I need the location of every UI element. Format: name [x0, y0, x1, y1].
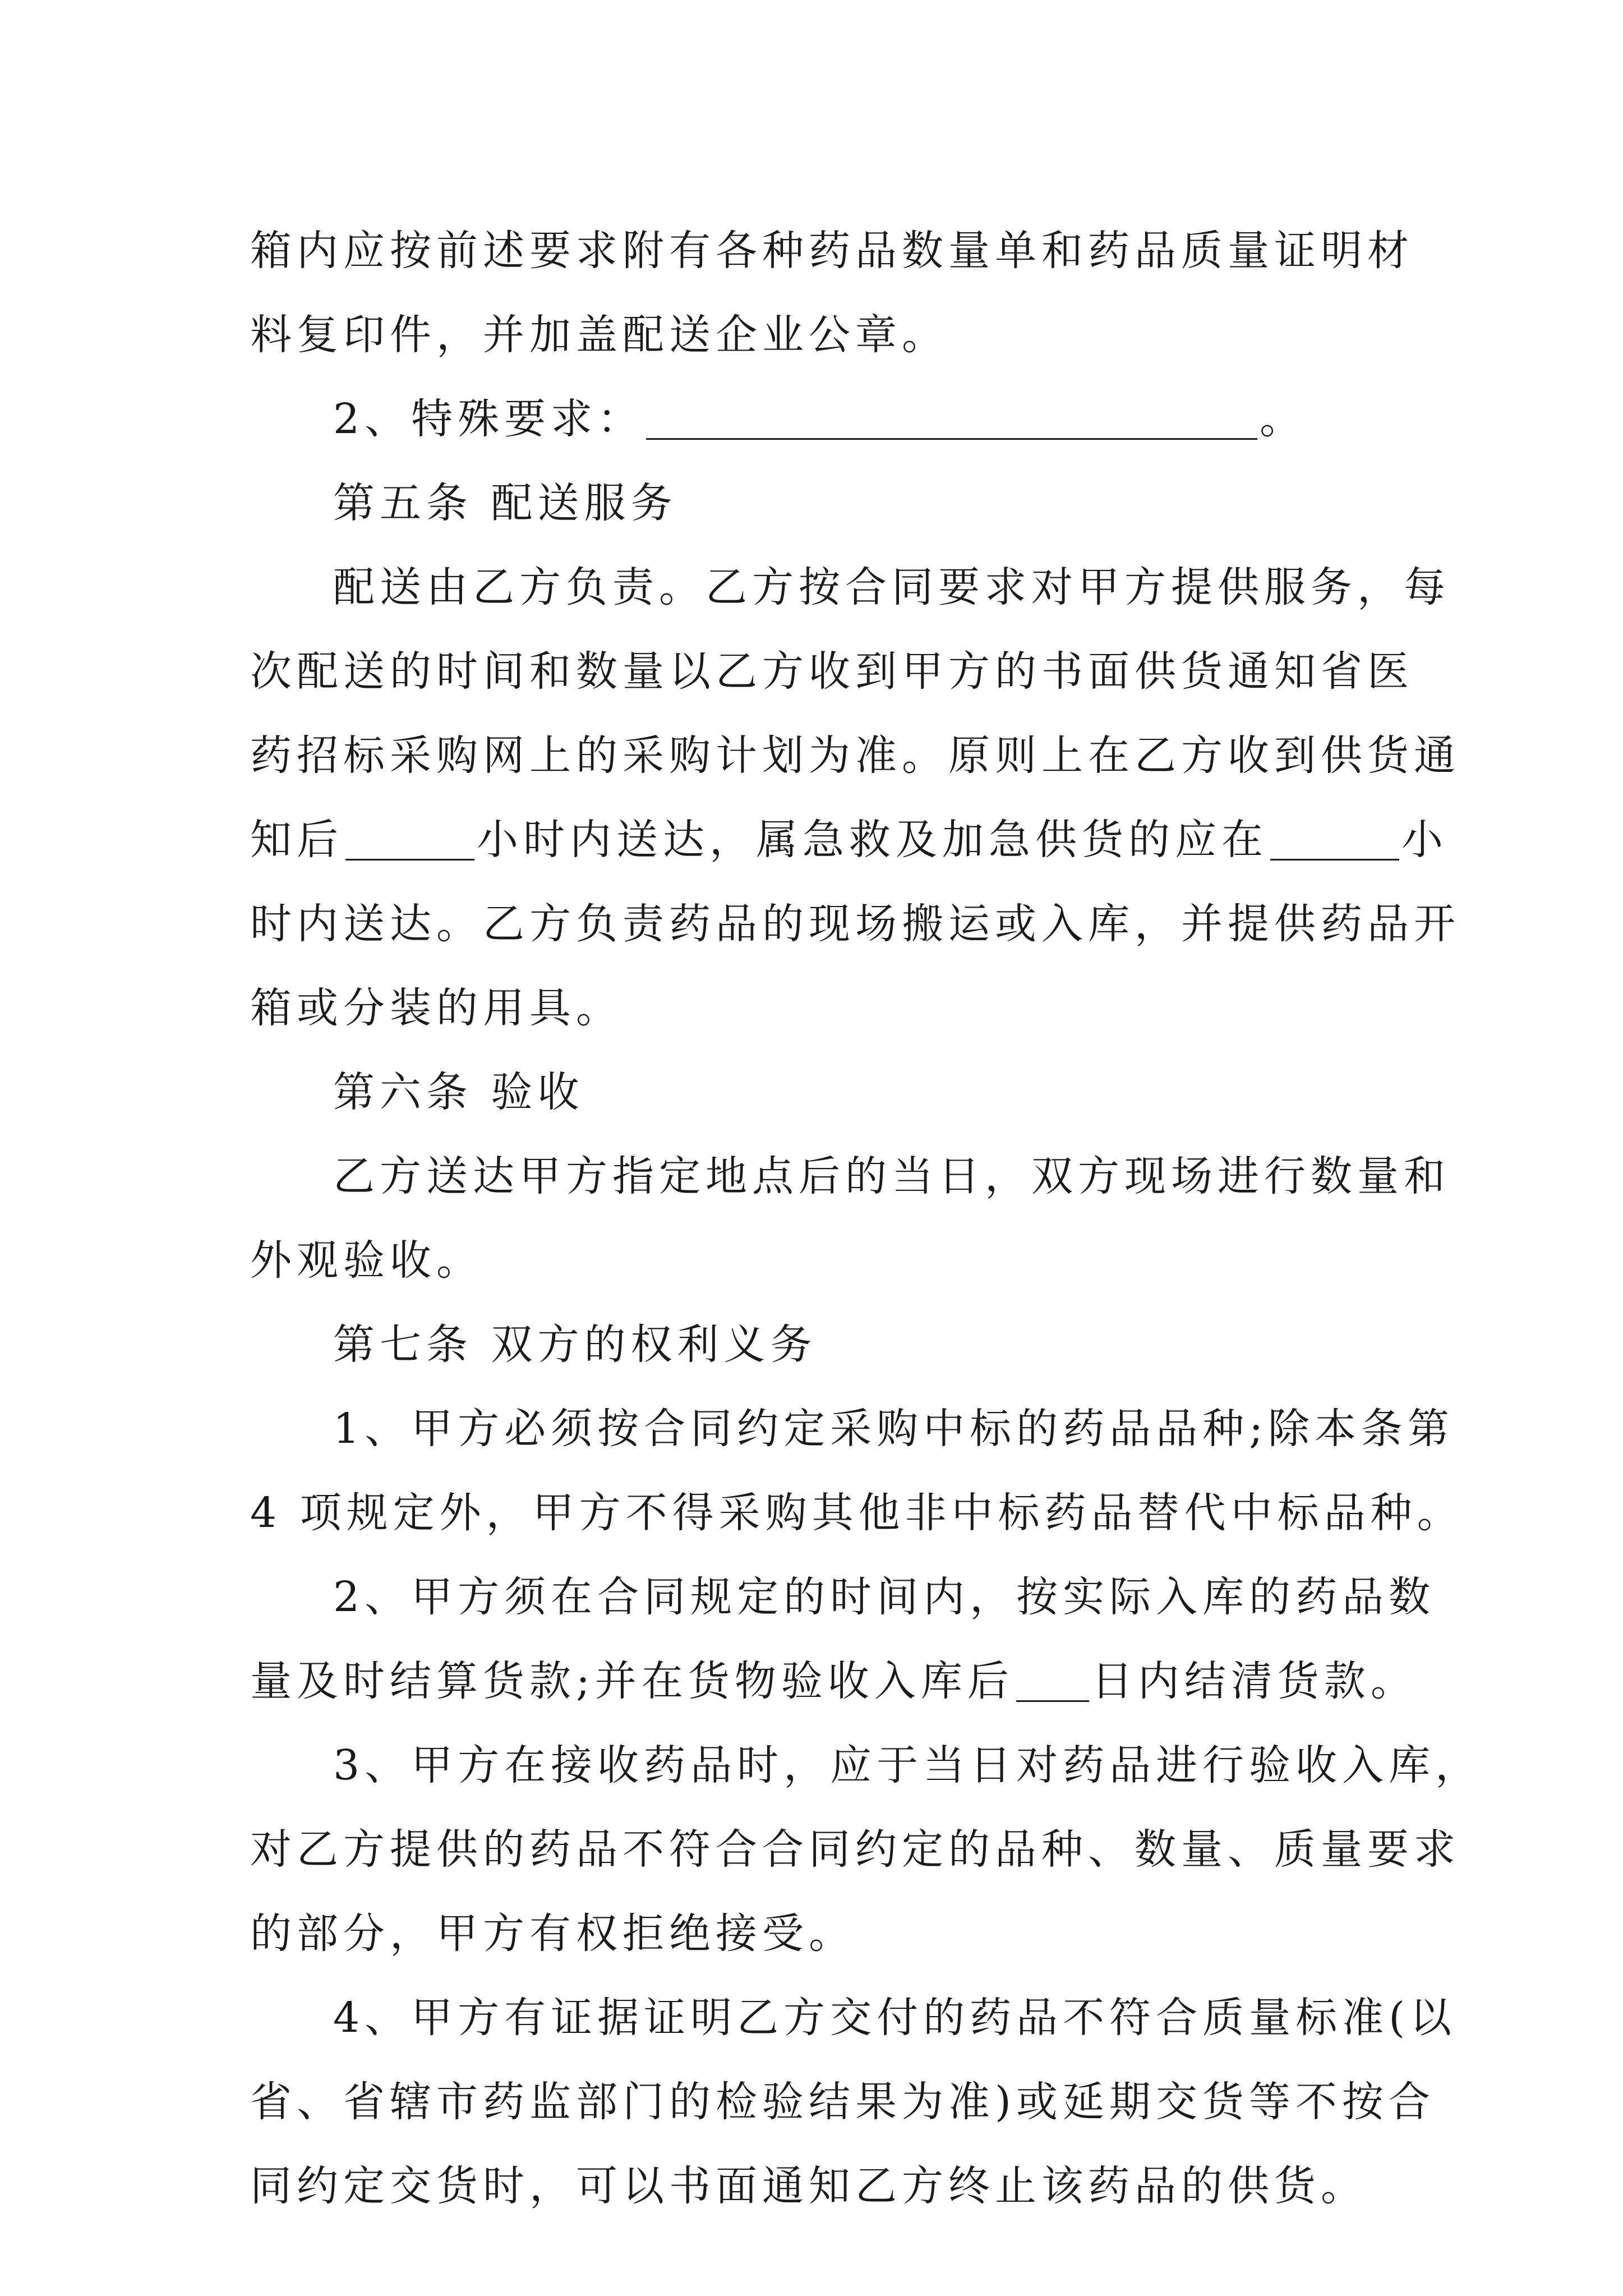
fill-in-blank: [1016, 1655, 1089, 1702]
text-fragment: 日内结清货款。: [1091, 1657, 1417, 1705]
text-line: [250, 798, 1448, 882]
text-line: 省、省辖市药监部门的检验结果为准)或延期交货等不按合: [250, 2078, 1435, 2126]
text-line: 外观验收。: [250, 1236, 483, 1285]
text-line: 乙方送达甲方指定地点后的当日，双方现场进行数量和: [333, 1152, 1450, 1200]
text-line: 时内送达。乙方负责药品的现场搬运或入库，并提供药品开: [250, 900, 1460, 948]
text-line: 4、甲方有证据证明乙方交付的药品不符合质量标准(以: [333, 1994, 1456, 2042]
text-line: [250, 377, 1383, 461]
section-heading: 第五条 配送服务: [333, 479, 677, 527]
text-line: 次配送的时间和数量以乙方收到甲方的书面供货通知省医: [250, 647, 1414, 696]
text-line: 3、甲方在接收药品时，应于当日对药品进行验收入库，: [333, 1741, 1482, 1789]
text-fragment: 小: [1401, 816, 1448, 864]
text-line: 2、甲方须在合同规定的时间内，按实际入库的药品数: [333, 1573, 1436, 1621]
fill-in-blank: [646, 393, 1257, 440]
text-line: 配送由乙方负责。乙方按合同要求对甲方提供服务，每: [333, 563, 1450, 611]
text-line: 1、甲方必须按合同约定采购中标的药品品种;除本条第: [333, 1405, 1455, 1453]
fill-in-blank: [1270, 814, 1399, 861]
text-line: 同约定交货时，可以书面通知乙方终止该药品的供货。: [250, 2162, 1367, 2210]
text-line: 的部分，甲方有权拒绝接受。: [250, 1910, 855, 1958]
fill-in-blank: [345, 814, 474, 861]
text-fragment: 量及时结算货款;并在货物验收入库后: [250, 1657, 1014, 1705]
text-fragment: 知后: [250, 816, 343, 864]
text-line: 药招标采购网上的采购计划为准。原则上在乙方收到供货通: [250, 731, 1460, 780]
text-line: 箱或分装的用具。: [250, 984, 623, 1032]
text-line: 4 项规定外，甲方不得采购其他非中标药品替代中标品种。: [250, 1489, 1464, 1537]
text-line: 料复印件，并加盖配送企业公章。: [250, 311, 948, 359]
text-line: 对乙方提供的药品不符合合同约定的品种、数量、质量要求: [250, 1825, 1460, 1874]
text-line: 箱内应按前述要求附有各种药品数量单和药品质量证明材: [250, 227, 1414, 275]
section-heading: 第七条 双方的权利义务: [333, 1320, 817, 1369]
text-fragment: 。: [1260, 395, 1307, 443]
document-body: [250, 209, 1482, 2228]
section-heading: 第六条 验收: [333, 1068, 584, 1116]
special-requirements-label: 2、特殊要求：: [333, 395, 644, 443]
text-fragment: 小时内送达，属急救及加急供货的应在: [477, 816, 1268, 864]
text-line: [250, 1639, 1417, 1723]
